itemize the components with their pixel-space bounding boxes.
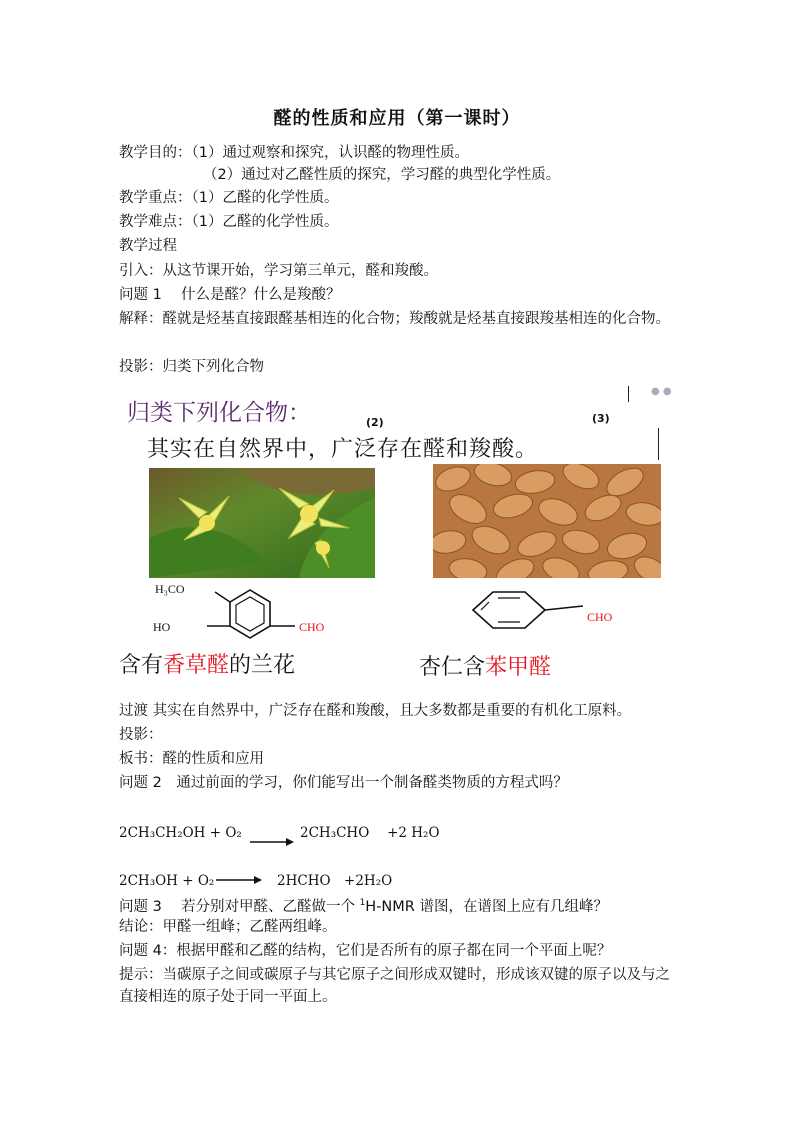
slide-image <box>119 382 679 682</box>
teaching-goal-2: （2）通过对乙醛性质的探究，学习醛的典型化学性质。 <box>203 167 561 183</box>
hint: 提示：当碳原子之间或碳原子与其它原子之间形成双键时，形成该双键的原子以及与之直接相连的原子处于同一平面上。 <box>119 967 670 1005</box>
question-2: 问题 2 通过前面的学习，你们能写出一个制备醛类物质的方程式吗？ <box>119 775 568 791</box>
almond-caption: 杏仁含苯甲醛 <box>419 655 552 680</box>
equation-1-left: 2CH₃CH₂OH + O₂ <box>119 825 242 841</box>
slide-heading: 归类下列化合物： <box>127 400 311 426</box>
slide-divider-right <box>658 428 659 460</box>
slide-label-2: (2) <box>366 416 384 429</box>
projection-2: 投影： <box>119 727 163 743</box>
slide-dots-icon: ● ● <box>651 386 672 397</box>
vanillin-aldehyde-label: CHO <box>299 620 325 634</box>
projection-1: 投影：归类下列化合物 <box>119 359 264 375</box>
conclusion: 结论：甲醛一组峰；乙醛两组峰。 <box>119 919 337 935</box>
equation-1-right: 2CH₃CHO +2 H₂O <box>300 825 440 841</box>
orchid-caption: 含有香草醛的兰花 <box>119 653 296 678</box>
orchid-photo <box>149 468 375 578</box>
almond-photo <box>433 464 661 578</box>
question-4: 问题 4：根据甲醛和乙醛的结构，它们是否所有的原子都在同一个平面上呢？ <box>119 943 612 959</box>
slide-divider-top <box>628 386 629 402</box>
equation-2-left: 2CH₃OH + O₂ <box>119 873 215 889</box>
reaction-arrow-icon <box>250 834 294 846</box>
hydroxy-group-label: HO <box>153 620 171 634</box>
question-1: 问题 1 什么是醛？什么是羧酸？ <box>119 287 341 303</box>
explanation: 解释：醛就是烃基直接跟醛基相连的化合物；羧酸就是烃基直接跟羧基相连的化合物。 <box>119 311 670 327</box>
methoxy-group-label: H₃CO <box>155 582 185 596</box>
teaching-key-point: 教学重点：（1）乙醛的化学性质。 <box>119 190 339 206</box>
slide-label-3: (3) <box>592 412 610 425</box>
board-writing: 板书：醛的性质和应用 <box>119 751 264 767</box>
slide-subtitle: 其实在自然界中，广泛存在醛和羧酸。 <box>147 437 539 462</box>
teaching-goal-1: 教学目的：（1）通过观察和探究，认识醛的物理性质。 <box>119 145 469 161</box>
question-3: 问题 3 若分别对甲醛、乙醛做一个 $^1$H-NMR 谱图，在谱图上应有几组峰？ <box>119 898 608 915</box>
teaching-process-heading: 教学过程 <box>119 238 177 254</box>
document-title: 醛的性质和应用（第一课时） <box>273 108 521 129</box>
benzaldehyde-aldehyde-label: CHO <box>587 610 613 624</box>
intro-line: 引入：从这节课开始，学习第三单元，醛和羧酸。 <box>119 263 438 279</box>
teaching-difficulty: 教学难点：（1）乙醛的化学性质。 <box>119 214 339 230</box>
equation-2-right: 2HCHO +2H₂O <box>277 873 393 889</box>
transition: 过渡 其实在自然界中，广泛存在醛和羧酸，且大多数都是重要的有机化工原料。 <box>119 703 632 719</box>
reaction-arrow-icon <box>216 874 262 886</box>
benzaldehyde-structure <box>459 582 599 644</box>
